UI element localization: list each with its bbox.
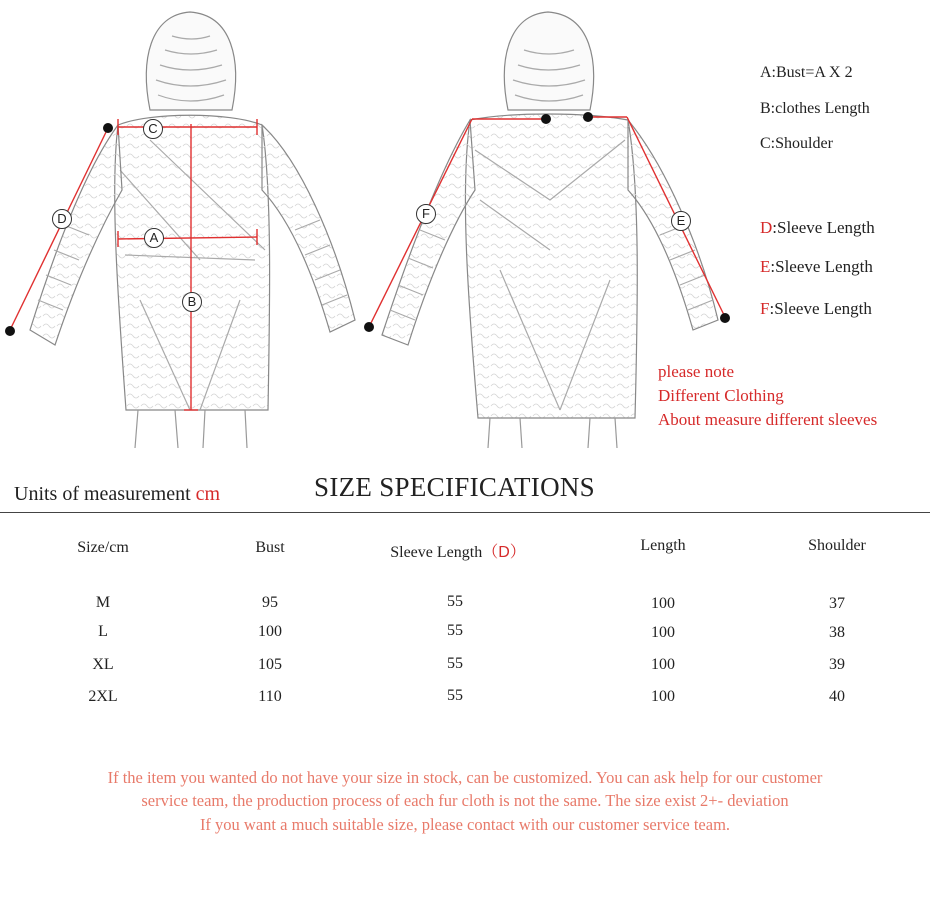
units-of-measurement: [14, 483, 220, 506]
marker-f-label: F: [422, 206, 430, 221]
legend-sleeve-f-key: F: [760, 299, 770, 318]
footer-line-3: If you want a much suitable size, please contact with our customer service team.: [199, 815, 731, 834]
legend-sleeve-e-text: :Sleeve Length: [770, 257, 873, 276]
note-line-3: About measure different sleeves: [658, 410, 878, 429]
col-header-length: Length: [640, 537, 686, 554]
header-divider: [0, 512, 930, 513]
marker-c: [143, 119, 163, 139]
note-line-2: Different Clothing: [658, 386, 784, 405]
cell-sleeve: 55: [447, 593, 463, 610]
cell-size: 2XL: [88, 688, 118, 705]
cell-size: L: [98, 623, 108, 640]
col-header-sleeve-key: （D）: [482, 544, 526, 561]
legend-sleeve-d-text: :Sleeve Length: [772, 218, 875, 237]
cell-size: XL: [92, 656, 114, 673]
legend-sleeve-f-text: :Sleeve Length: [769, 299, 872, 318]
col-header-shoulder: Shoulder: [808, 537, 866, 554]
cell-bust: 105: [258, 656, 282, 673]
cell-bust: 110: [258, 688, 282, 705]
cell-length: 100: [651, 688, 675, 705]
legend-sleeve-e-key: E: [760, 257, 771, 276]
marker-e-label: E: [676, 213, 686, 228]
note-line-1: please note: [658, 362, 734, 381]
footer-line-1: If the item you wanted do not have your size in stock, can be customized. You can ask help for our customer: [107, 768, 823, 787]
legend-shoulder: C:Shoulder: [760, 135, 833, 152]
units-value: cm: [195, 483, 221, 505]
cell-shoulder: 39: [829, 656, 845, 673]
cell-shoulder: 40: [829, 688, 845, 705]
cell-bust: 100: [258, 623, 282, 640]
legend-sleeve-f: [760, 299, 872, 319]
marker-b-label: B: [187, 294, 197, 309]
cell-bust: 95: [262, 594, 278, 611]
marker-d: [52, 209, 72, 229]
col-header-sleeve-label: Sleeve Length: [390, 544, 483, 561]
cell-shoulder: 37: [829, 595, 845, 612]
marker-c-label: C: [148, 121, 158, 136]
cell-length: 100: [651, 595, 675, 612]
legend-sleeve-d: [760, 218, 875, 238]
cell-length: 100: [651, 624, 675, 641]
marker-a-label: A: [149, 230, 159, 245]
marker-b: [182, 292, 202, 312]
col-header-bust: Bust: [255, 539, 285, 556]
front-coat-sketch: [30, 12, 355, 448]
col-header-sleeve: [390, 539, 526, 562]
legend-sleeve-e: [760, 257, 873, 277]
legend-bust: A:Bust=A X 2: [760, 64, 853, 81]
col-header-size: Size/cm: [77, 539, 129, 556]
back-coat-sketch: [382, 12, 718, 448]
legend-sleeve-d-key: D: [760, 218, 773, 237]
marker-d-label: D: [57, 211, 67, 226]
cell-shoulder: 38: [829, 624, 845, 641]
cell-sleeve: 55: [447, 687, 463, 704]
page-title: SIZE SPECIFICATIONS: [314, 472, 595, 502]
units-label: Units of measurement: [14, 483, 196, 505]
marker-a: [144, 228, 164, 248]
cell-sleeve: 55: [447, 622, 463, 639]
legend-length: B:clothes Length: [760, 100, 870, 117]
cell-size: M: [95, 594, 111, 611]
cell-length: 100: [651, 656, 675, 673]
cell-sleeve: 55: [447, 655, 463, 672]
marker-f: [416, 204, 436, 224]
footer-line-2: service team, the production process of each fur cloth is not the same. The size exist 2+- deviation: [141, 791, 789, 810]
marker-e: [671, 211, 691, 231]
